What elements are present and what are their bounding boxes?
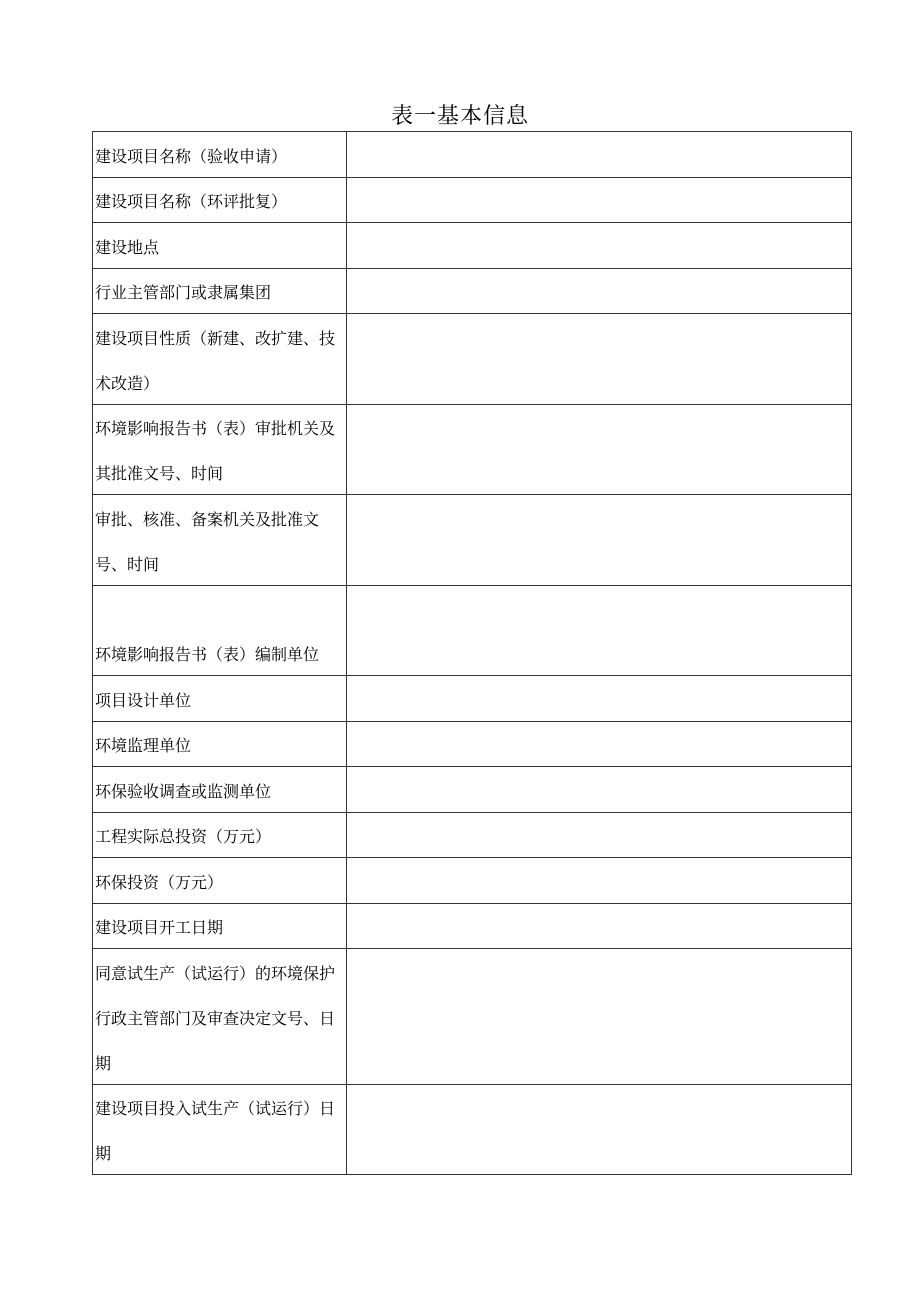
row-label: 项目设计单位 [95,691,192,710]
table-row [93,767,852,813]
table-row [93,314,852,405]
row-label-cell [93,269,347,314]
row-label-cell [93,858,347,904]
row-label-cell [93,178,347,223]
row-value-cell[interactable] [347,269,852,314]
row-label: 建设项目名称（验收申请） [95,147,288,166]
row-label-cell [93,314,347,405]
row-label-cell [93,767,347,813]
row-label: 环境影响报告书（表）审批机关及其批准文号、时间 [95,419,336,483]
row-value-cell[interactable] [347,132,852,178]
row-label-cell [93,223,347,269]
row-label-cell [93,405,347,495]
row-value-cell[interactable] [347,676,852,722]
row-value-cell[interactable] [347,767,852,813]
row-label: 建设项目名称（环评批复） [95,192,288,211]
table-row [93,223,852,269]
row-value-cell[interactable] [347,904,852,949]
page-title: 表一基本信息 [390,104,529,129]
table-row [93,405,852,495]
table-row [93,178,852,223]
row-value-cell[interactable] [347,178,852,223]
row-label-cell [93,949,347,1085]
row-label: 建设地点 [95,238,160,257]
row-value-cell[interactable] [347,314,852,405]
row-label-cell [93,1085,347,1175]
row-label-cell [93,676,347,722]
row-label: 建设项目投入试生产（试运行）日期 [95,1099,336,1163]
row-label: 工程实际总投资（万元） [95,827,272,846]
row-label: 环境影响报告书（表）编制单位 [95,645,320,664]
row-label: 同意试生产（试运行）的环境保护行政主管部门及审查决定文号、日期 [95,964,336,1073]
table-row [93,1085,852,1175]
row-label: 环保投资（万元） [95,873,224,892]
row-label: 行业主管部门或隶属集团 [95,283,272,302]
row-label: 建设项目性质（新建、改扩建、技术改造） [95,329,336,393]
row-value-cell[interactable] [347,405,852,495]
row-label-cell [93,495,347,586]
row-label-cell [93,813,347,858]
table-row [93,813,852,858]
row-label: 审批、核准、备案机关及批准文号、时间 [95,510,320,574]
row-value-cell[interactable] [347,1085,852,1175]
table-row [93,949,852,1085]
row-value-cell[interactable] [347,813,852,858]
table-row [93,132,852,178]
table-row [93,495,852,586]
row-label: 环保验收调查或监测单位 [95,782,272,801]
table-row [93,586,852,676]
row-value-cell[interactable] [347,949,852,1085]
row-value-cell[interactable] [347,722,852,767]
table-row [93,722,852,767]
row-value-cell[interactable] [347,586,852,676]
row-value-cell[interactable] [347,223,852,269]
row-label-cell [93,132,347,178]
table-row [93,904,852,949]
table-row [93,269,852,314]
basic-info-table [92,131,852,1175]
row-label-cell [93,586,347,676]
table-row [93,676,852,722]
row-value-cell[interactable] [347,858,852,904]
row-label-cell [93,904,347,949]
row-label: 建设项目开工日期 [95,918,224,937]
row-label-cell [93,722,347,767]
table-row [93,858,852,904]
row-label: 环境监理单位 [95,736,192,755]
row-value-cell[interactable] [347,495,852,586]
